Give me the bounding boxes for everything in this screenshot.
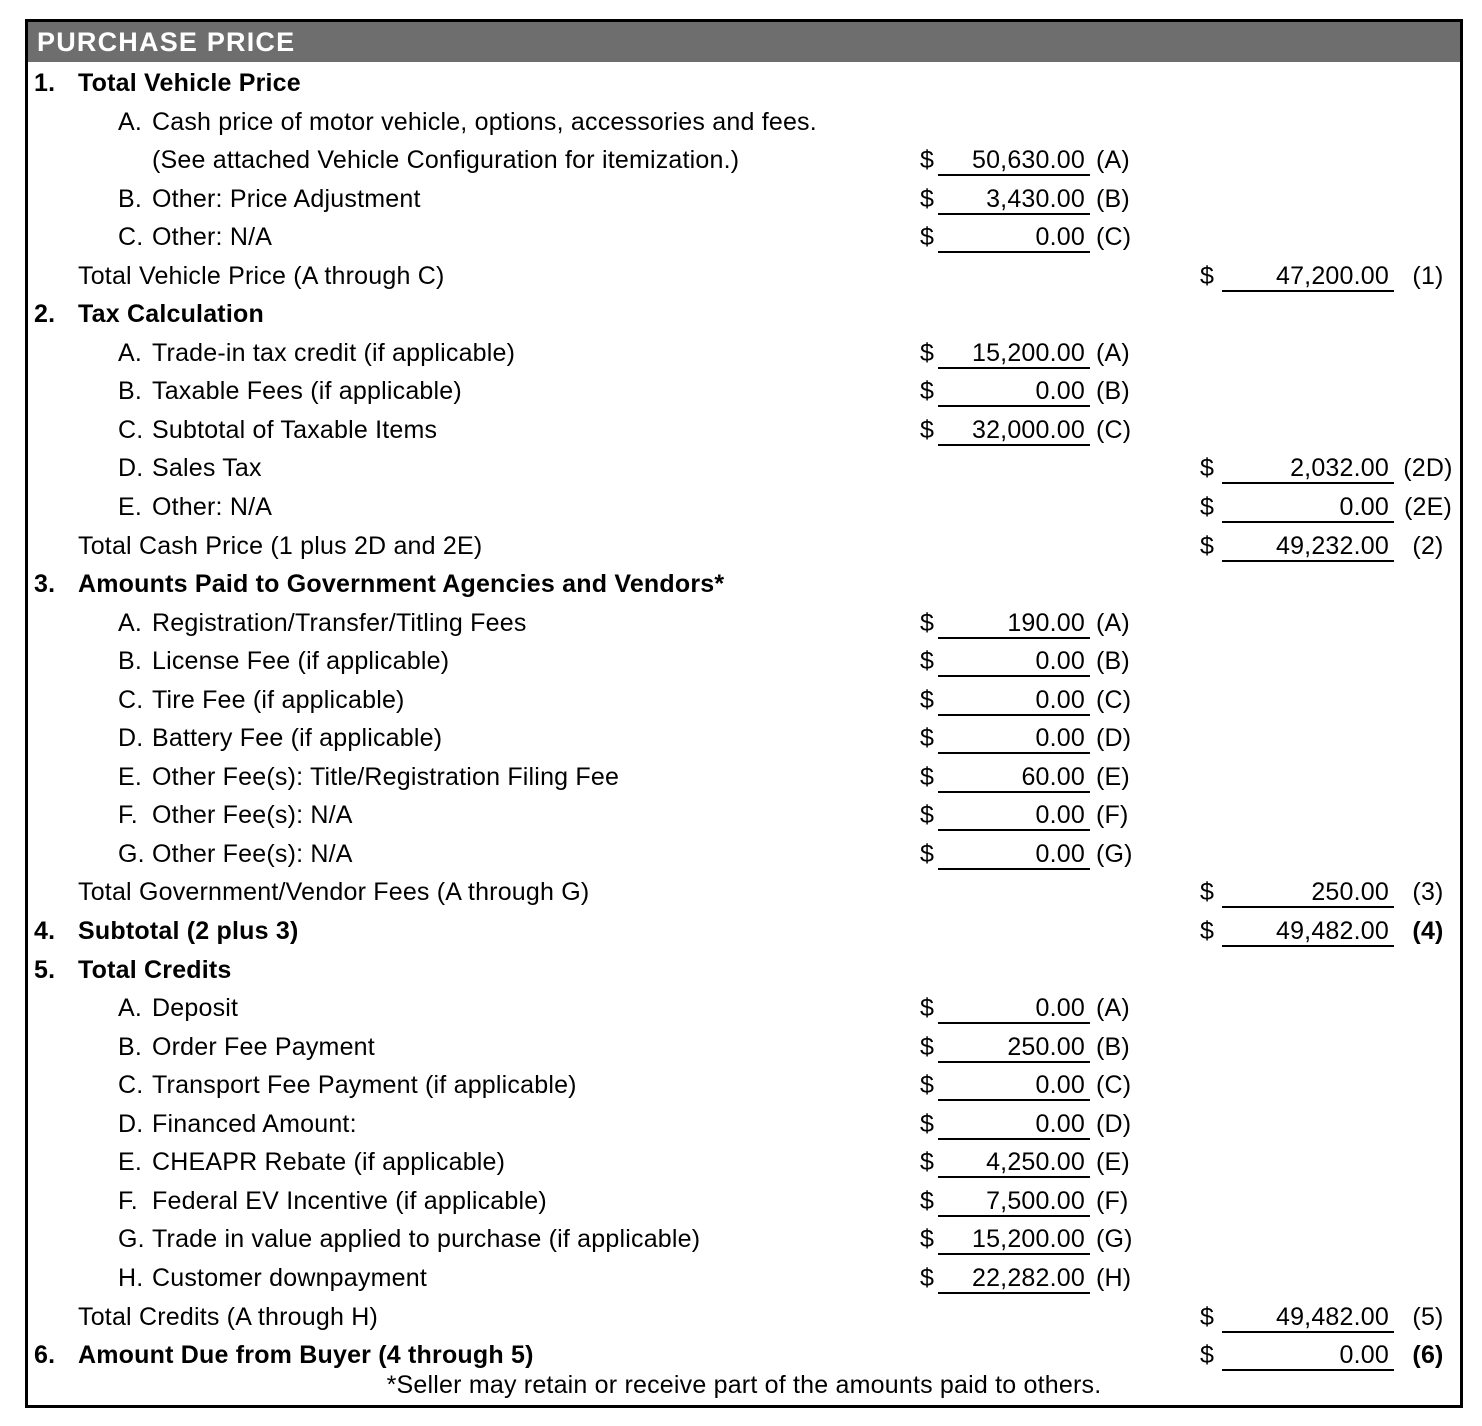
line-item	[28, 873, 1460, 912]
currency-symbol: $	[920, 994, 935, 1023]
currency-symbol: $	[1200, 493, 1215, 522]
total-amount-tag: (2E)	[1403, 493, 1453, 522]
item-label: Other Fee(s): N/A	[152, 801, 353, 830]
item-letter: E.	[118, 1148, 143, 1177]
total-amount-tag: (1)	[1412, 261, 1444, 290]
total-amount-value: 49,232.00	[1222, 530, 1394, 562]
item-label: Total Credits	[78, 955, 232, 984]
amount-tag: (F)	[1096, 1186, 1129, 1215]
amount-tag: (A)	[1096, 994, 1130, 1023]
amount-tag: (D)	[1096, 1109, 1132, 1138]
amount-tag: (C)	[1096, 1071, 1132, 1100]
amount-value: 0.00	[938, 799, 1090, 831]
item-letter: C.	[118, 1071, 144, 1100]
amount-tag: (G)	[1096, 1225, 1133, 1254]
currency-symbol: $	[920, 184, 935, 213]
currency-symbol: $	[920, 1109, 935, 1138]
item-number: 4.	[34, 917, 56, 946]
item-label: (See attached Vehicle Configuration for itemization.)	[152, 146, 740, 175]
item-label: Sales Tax	[152, 454, 262, 483]
item-letter: A.	[118, 994, 143, 1023]
currency-symbol: $	[1200, 531, 1215, 560]
currency-symbol: $	[920, 1032, 935, 1061]
item-number: 5.	[34, 955, 56, 984]
item-letter: C.	[118, 223, 144, 252]
amount-value: 0.00	[938, 375, 1090, 407]
currency-symbol: $	[1200, 261, 1215, 290]
line-item	[28, 912, 1460, 951]
line-item	[28, 449, 1460, 488]
amount-tag: (G)	[1096, 839, 1133, 868]
line-item	[28, 758, 1460, 797]
amount-value: 0.00	[938, 992, 1090, 1024]
currency-symbol: $	[920, 146, 935, 175]
amount-value: 250.00	[938, 1031, 1090, 1063]
line-item	[28, 1028, 1460, 1067]
amount-tag: (B)	[1096, 1032, 1130, 1061]
amount-value: 0.00	[938, 1108, 1090, 1140]
item-letter: G.	[118, 839, 145, 868]
currency-symbol: $	[920, 1225, 935, 1254]
amount-value: 60.00	[938, 761, 1090, 793]
amount-value: 0.00	[938, 221, 1090, 253]
line-item	[28, 103, 1460, 142]
currency-symbol: $	[920, 839, 935, 868]
amount-value: 15,200.00	[938, 337, 1090, 369]
item-label: Financed Amount:	[152, 1109, 357, 1138]
amount-value: 0.00	[938, 722, 1090, 754]
amount-tag: (E)	[1096, 762, 1130, 791]
item-label: Deposit	[152, 994, 239, 1023]
line-item	[28, 565, 1460, 604]
item-letter: A.	[118, 338, 143, 367]
item-label: Total Credits (A through H)	[78, 1302, 378, 1331]
line-item	[28, 604, 1460, 643]
line-item	[28, 1298, 1460, 1337]
amount-value: 190.00	[938, 607, 1090, 639]
line-item	[28, 796, 1460, 835]
amount-tag: (H)	[1096, 1263, 1132, 1292]
item-label: Total Vehicle Price (A through C)	[78, 261, 445, 290]
item-letter: A.	[118, 608, 143, 637]
line-item	[28, 681, 1460, 720]
currency-symbol: $	[920, 223, 935, 252]
item-label: Order Fee Payment	[152, 1032, 375, 1061]
item-label: Registration/Transfer/Titling Fees	[152, 608, 527, 637]
item-label: Other: N/A	[152, 223, 273, 252]
line-item	[28, 334, 1460, 373]
amount-value: 15,200.00	[938, 1223, 1090, 1255]
amount-tag: (A)	[1096, 146, 1130, 175]
item-number: 2.	[34, 300, 56, 329]
line-item	[28, 1182, 1460, 1221]
line-item	[28, 372, 1460, 411]
line-item	[28, 218, 1460, 257]
seller-footnote: *Seller may retain or receive part of the amounts paid to others.	[386, 1371, 1102, 1399]
total-amount-value: 49,482.00	[1222, 915, 1394, 947]
total-amount-value: 2,032.00	[1222, 452, 1394, 484]
total-amount-value: 0.00	[1222, 1339, 1394, 1371]
item-letter: C.	[118, 685, 144, 714]
purchase-price-document	[25, 19, 1463, 1408]
currency-symbol: $	[920, 1186, 935, 1215]
total-amount-tag: (5)	[1412, 1302, 1444, 1331]
item-letter: F.	[118, 801, 138, 830]
item-label: Taxable Fees (if applicable)	[152, 377, 462, 406]
item-label: Federal EV Incentive (if applicable)	[152, 1186, 547, 1215]
currency-symbol: $	[920, 1263, 935, 1292]
page-title: PURCHASE PRICE	[37, 26, 296, 57]
line-item	[28, 411, 1460, 450]
item-letter: C.	[118, 415, 144, 444]
line-item	[28, 180, 1460, 219]
item-label: Total Vehicle Price	[78, 69, 301, 97]
line-item	[28, 64, 1460, 103]
total-amount-value: 47,200.00	[1222, 260, 1394, 292]
line-item	[28, 527, 1460, 566]
item-label: Total Cash Price (1 plus 2D and 2E)	[78, 531, 483, 560]
currency-symbol: $	[920, 377, 935, 406]
currency-symbol: $	[920, 685, 935, 714]
currency-symbol: $	[920, 647, 935, 676]
line-item	[28, 642, 1460, 681]
amount-tag: (B)	[1096, 647, 1130, 676]
item-label: Transport Fee Payment (if applicable)	[152, 1071, 577, 1100]
amount-tag: (A)	[1096, 338, 1130, 367]
line-item	[28, 1259, 1460, 1298]
item-letter: D.	[118, 454, 144, 483]
item-label: Tax Calculation	[78, 300, 264, 329]
line-item	[28, 141, 1460, 180]
line-item	[28, 1143, 1460, 1182]
item-number: 6.	[34, 1341, 56, 1370]
currency-symbol: $	[920, 801, 935, 830]
total-amount-tag: (4)	[1412, 917, 1444, 946]
item-letter: B.	[118, 1032, 143, 1061]
item-label: Amount Due from Buyer (4 through 5)	[78, 1341, 534, 1370]
amount-value: 0.00	[938, 645, 1090, 677]
amount-tag: (F)	[1096, 801, 1129, 830]
item-letter: G.	[118, 1225, 145, 1254]
item-label: License Fee (if applicable)	[152, 647, 450, 676]
item-label: Tire Fee (if applicable)	[152, 685, 405, 714]
item-label: Total Government/Vendor Fees (A through G)	[78, 878, 590, 907]
total-amount-tag: (6)	[1412, 1341, 1444, 1370]
line-item-list	[28, 64, 1460, 1375]
line-item	[28, 1220, 1460, 1259]
item-letter: D.	[118, 1109, 144, 1138]
currency-symbol: $	[1200, 917, 1215, 946]
currency-symbol: $	[920, 762, 935, 791]
total-amount-value: 49,482.00	[1222, 1301, 1394, 1333]
currency-symbol: $	[920, 724, 935, 753]
item-label: Subtotal of Taxable Items	[152, 415, 438, 444]
line-item	[28, 719, 1460, 758]
currency-symbol: $	[920, 1148, 935, 1177]
line-item	[28, 835, 1460, 874]
total-amount-value: 0.00	[1222, 491, 1394, 523]
item-label: Cash price of motor vehicle, options, accessories and fees.	[152, 107, 817, 136]
currency-symbol: $	[920, 1071, 935, 1100]
line-item	[28, 1105, 1460, 1144]
item-letter: A.	[118, 107, 143, 136]
currency-symbol: $	[1200, 1341, 1215, 1370]
line-item	[28, 951, 1460, 990]
line-item	[28, 1336, 1460, 1375]
amount-tag: (C)	[1096, 685, 1132, 714]
item-number: 3.	[34, 570, 56, 599]
item-letter: B.	[118, 184, 143, 213]
item-letter: E.	[118, 762, 143, 791]
item-label: Battery Fee (if applicable)	[152, 724, 443, 753]
item-label: Other Fee(s): N/A	[152, 839, 353, 868]
currency-symbol: $	[920, 415, 935, 444]
total-amount-tag: (2)	[1412, 531, 1444, 560]
item-label: Other: Price Adjustment	[152, 184, 421, 213]
amount-value: 50,630.00	[938, 144, 1090, 176]
line-item	[28, 488, 1460, 527]
amount-value: 0.00	[938, 1069, 1090, 1101]
amount-value: 32,000.00	[938, 414, 1090, 446]
item-label: CHEAPR Rebate (if applicable)	[152, 1148, 506, 1177]
line-item	[28, 295, 1460, 334]
amount-tag: (C)	[1096, 223, 1132, 252]
item-letter: F.	[118, 1186, 138, 1215]
item-letter: B.	[118, 647, 143, 676]
currency-symbol: $	[920, 338, 935, 367]
amount-value: 22,282.00	[938, 1262, 1090, 1294]
item-label: Trade-in tax credit (if applicable)	[152, 338, 516, 367]
amount-value: 7,500.00	[938, 1185, 1090, 1217]
item-label: Amounts Paid to Government Agencies and Vendors*	[78, 570, 725, 599]
amount-value: 0.00	[938, 684, 1090, 716]
item-label: Customer downpayment	[152, 1263, 427, 1292]
amount-tag: (C)	[1096, 415, 1132, 444]
amount-tag: (E)	[1096, 1148, 1130, 1177]
amount-value: 3,430.00	[938, 183, 1090, 215]
item-label: Subtotal (2 plus 3)	[78, 917, 299, 946]
item-label: Trade in value applied to purchase (if applicable)	[152, 1225, 701, 1254]
item-letter: E.	[118, 493, 143, 522]
total-amount-value: 250.00	[1222, 876, 1394, 908]
item-label: Other: N/A	[152, 493, 273, 522]
item-letter: D.	[118, 724, 144, 753]
item-letter: H.	[118, 1263, 144, 1292]
item-letter: B.	[118, 377, 143, 406]
total-amount-tag: (3)	[1412, 878, 1444, 907]
currency-symbol: $	[920, 608, 935, 637]
amount-tag: (A)	[1096, 608, 1130, 637]
item-label: Other Fee(s): Title/Registration Filing Fee	[152, 762, 620, 791]
currency-symbol: $	[1200, 1302, 1215, 1331]
currency-symbol: $	[1200, 454, 1215, 483]
line-item	[28, 257, 1460, 296]
section-header-bar	[28, 22, 1460, 62]
amount-value: 0.00	[938, 838, 1090, 870]
currency-symbol: $	[1200, 878, 1215, 907]
amount-value: 4,250.00	[938, 1146, 1090, 1178]
amount-tag: (B)	[1096, 184, 1130, 213]
total-amount-tag: (2D)	[1403, 454, 1453, 483]
line-item	[28, 989, 1460, 1028]
amount-tag: (D)	[1096, 724, 1132, 753]
line-item	[28, 1066, 1460, 1105]
amount-tag: (B)	[1096, 377, 1130, 406]
item-number: 1.	[34, 69, 56, 97]
